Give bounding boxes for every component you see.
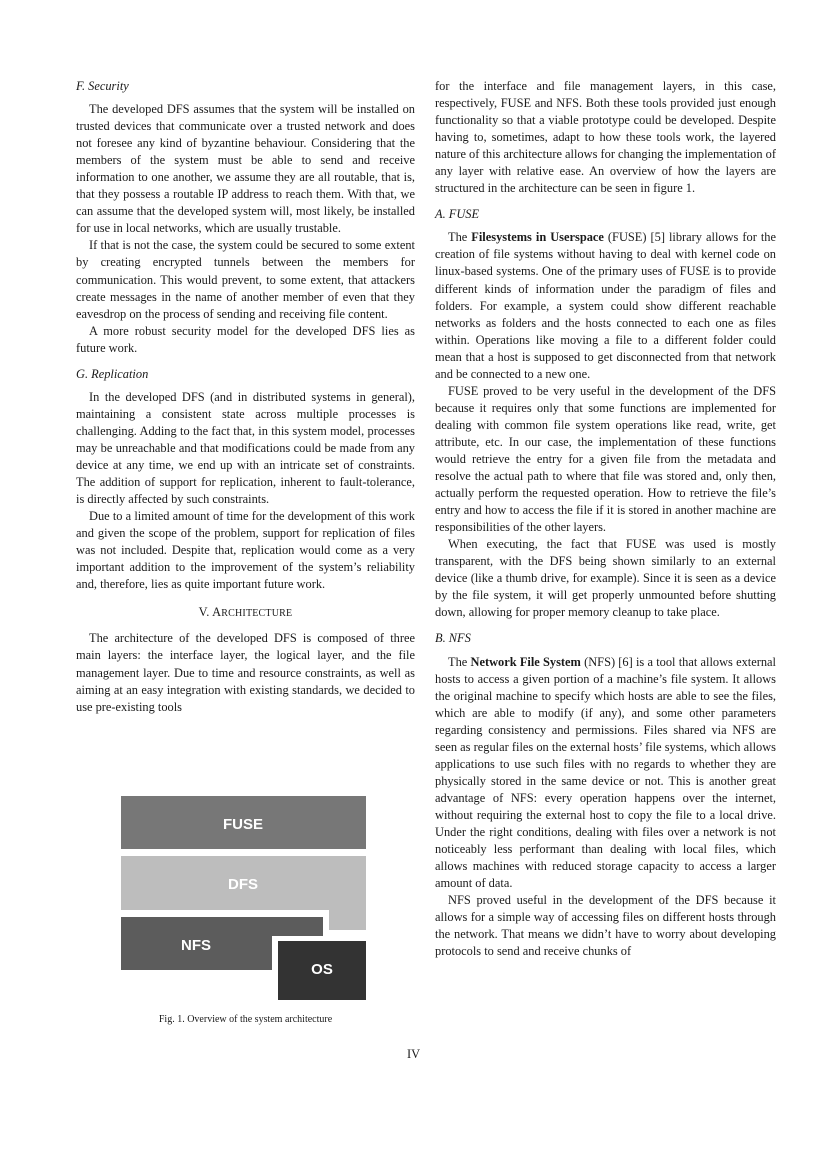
fuse-p1-prefix: The	[448, 230, 472, 245]
page-number: IV	[406, 1047, 421, 1061]
replication-paragraph-2: Due to a limited amount of time for the development of this work and given the scope of the problem, support for replication of files was not included. Despite that, replication would come as a very important addition to the improvement of the system’s reliability and, therefore, lies as quite important future work.	[76, 509, 415, 592]
fuse-paragraph-1	[435, 229, 776, 382]
fuse-paragraph-2: FUSE proved to be very useful in the development of the DFS because it requires only that some functions are implemented for dealing with common file system operations like read, write, get attribute, etc. In our case, the implementation of these functions would retrieve the entry for a given file from the metadata and resolve the actual path to where that file was stored and, only then, actually perform the requested operation. How to retrieve the file’s entry and how to access the file if it is stored in another machine are responsibilities of the other layers.	[435, 383, 776, 535]
architecture-heading-smallcaps: RCHITECTURE	[221, 608, 293, 620]
fuse-p1-bold-term: Filesystems in Userspace	[471, 230, 604, 245]
left-column	[76, 78, 415, 716]
nfs-layer-label: NFS	[181, 937, 211, 954]
security-paragraph-2: If that is not the case, the system could be secured to some extent by creating encrypted tunnels between the members for communication. This would prevent, to some extent, that attackers create messages in the name of another member of even that they eavesdrop on the process of sending and receiving file content.	[76, 238, 415, 321]
nfs-paragraph-2: NFS proved useful in the development of the DFS because it allows for a simple way of accessing files on different hosts through the network. That means we didn’t have to worry about developing protocols to send and receive chunks of	[435, 893, 776, 959]
security-paragraph-1: The developed DFS assumes that the system will be installed on trusted devices that communicate over a trusted network and does not foresee any kind of byzantine behaviour. Considering that the members of the system must be able to send and receive information to one another, we assume they are all routable, that is, that they possess a routable IP address to reach them. With that, we can assume that the developed system will, most likely, be installed for use in local networks, which are usually trustable.	[76, 102, 415, 236]
fuse-p1-rest: (FUSE) [5] library allows for the creation of file systems without having to deal with kernel code on linux-based systems. One of the primary uses of FUSE is to provide different kinds of information under the paradigm of files and folders. For example, a system could show different reachable networks as folders and the hosts connected to each one as files within. Operations like moving a file to a different folder could mean that a host is supposed to get disconnected from that network and be connected to a new one.	[435, 230, 776, 381]
dfs-layer-label: DFS	[228, 876, 258, 893]
nfs-heading: B. NFS	[435, 631, 471, 646]
architecture-section-heading	[76, 604, 415, 622]
security-heading: F. Security	[76, 79, 129, 93]
architecture-figure	[76, 796, 415, 1025]
architecture-diagram	[121, 796, 367, 1004]
fuse-layer-label: FUSE	[222, 816, 264, 833]
nfs-paragraph-1	[435, 654, 776, 893]
fuse-paragraph-3: When executing, the fact that FUSE was used is mostly transparent, with the DFS being shown similarly to an external device (like a thumb drive, for example). Since it is seen as a device by the file system, it will get properly unmounted before shutting down, allowing for proper memory cleanup to take place.	[435, 537, 776, 620]
nfs-p1-prefix: The	[448, 654, 471, 669]
architecture-paragraph: The architecture of the developed DFS is composed of three main layers: the interface layer, the logical layer, and the file management layer. Due to time and resource constraints, as well as aiming at an easy integration with existing standards, we decided to use pre-existing tools	[76, 631, 415, 714]
fuse-heading: A. FUSE	[435, 207, 480, 222]
right-column	[435, 78, 776, 960]
nfs-p1-bold-term: Network File System	[470, 654, 581, 669]
architecture-continued-paragraph: for the interface and file management layers, in this case, respectively, FUSE and NFS. Both these tools provided just enough functionality so that a viable prototype could be developed. Despite having to, sometimes, adapt to how these tools work, the layered nature of this architecture allows for changing the implementation of any layer with relative ease. An overview of how the layers are structured in the architecture can be seen in figure 1.	[435, 79, 776, 196]
nfs-p1-rest: (NFS) [6] is a tool that allows external hosts to access a given portion of a machine’s file system. It allows the original machine to specify which hosts are able to see the files, which are able to modify (if any), and some other parameters regarding consistency and permissions. Files shared via NFS are seen as regular files on the external hosts’ file systems, which allows applications to use such files with no regards to whether they are physically stored in the same device or not. This is another great advantage of NFS: every operation happens over the internet, without requiring the external host to copy the file to a local drive. Under the right conditions, dealing with files over a network is not noticeably less performant than dealing with local files, which allows machines with reduced storage capacity to access a larger amount of data.	[435, 654, 776, 891]
security-paragraph-3: A more robust security model for the developed DFS lies as future work.	[76, 323, 415, 355]
replication-heading: G. Replication	[76, 366, 149, 381]
os-layer-label: OS	[311, 961, 333, 978]
figure-caption: Fig. 1. Overview of the system architecture	[158, 1014, 333, 1025]
architecture-heading-prefix: V. A	[198, 605, 222, 620]
replication-paragraph-1: In the developed DFS (and in distributed systems in general), maintaining a consistent state across multiple processes is challenging. Adding to the fact that, in this system model, processes may be unreachable and that modifications could be made from any device at any time, we end up with an intricate set of constraints. The addition of support for replication, inherent to fault-tolerance, is directly affected by such constraints.	[76, 389, 415, 507]
